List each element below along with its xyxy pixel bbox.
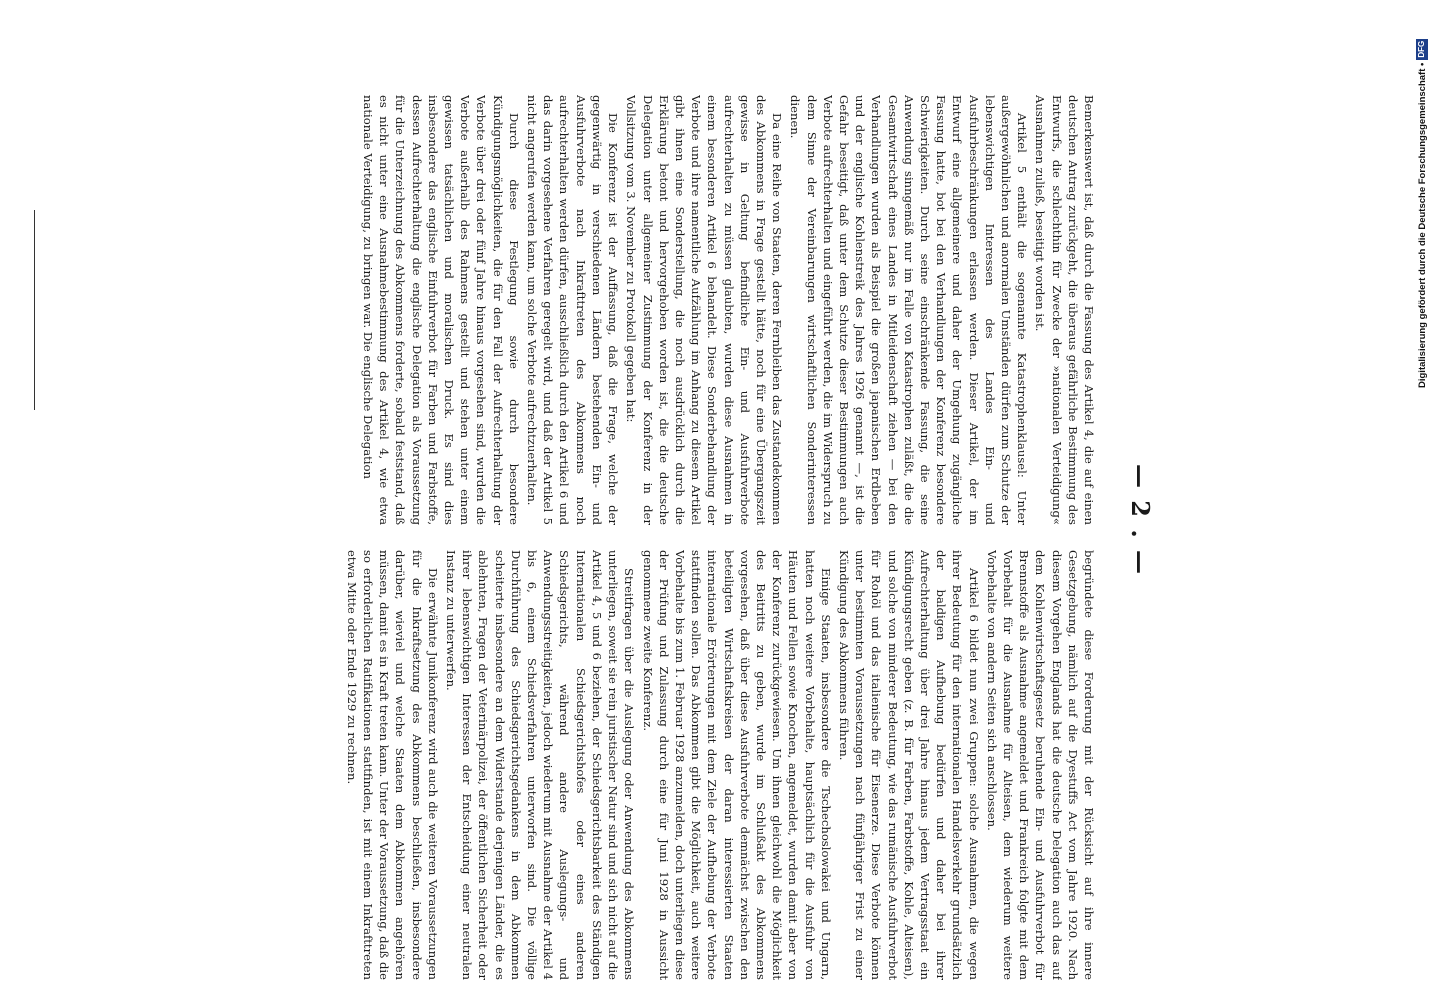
- attribution-text: Digitalisierung gefördert durch die Deutsche Forschungsgemeinschaft •: [1416, 62, 1428, 388]
- dfg-logo: DFG: [1417, 40, 1426, 58]
- paragraph: Artikel 6 bildet nun zwei Gruppen: solche Ausnahmen, die wegen ihrer Bedeutung für den internationalen Handelsverkehr grundsätzlich der baldigen Aufhebung bedürfen und daher bei ihrer Aufrechterhaltung über drei Jahre hinaus jedem Vertragsstaat ein Kündigungsrecht geben (z. B. für Farben, Farbstoffe, Kohle, Alteisen), und solche von minderer Bedeutung, wie das rumänische Ausfuhrverbot für Rohöl und das italienische für Eisenerze. Diese Verbote können unter bestimmten Voraussetzungen nach fünfjähriger Frist zu einer Kündigung des Abkommens führen.: [836, 550, 981, 980]
- paragraph: Durch diese Festlegung sowie durch besondere Kündigungsmöglichkeiten, die für den Fall der Aufrechterhaltung der Verbote über drei oder fünf Jahre hinaus vorgesehen sind, wurden die Verbote außerhalb des Rahmens gestellt und stehen unter einem gewissen tatsächlichen und moralischen Druck. Es sind dies insbesondere das englische Einfuhrverbot für Farben und Farbstoffe, dessen Aufrechterhaltung die englische Delegation als Voraussetzung für die Unterzeichnung des Abkommens forderte, sobald feststand, daß es nicht unter eine Ausnahmebestimmung des Artikel 4, wie etwa nationale Verteidigung, zu bringen war. Die englische Delegation: [361, 95, 521, 525]
- paragraph: Da eine Reihe von Staaten, deren Fernbleiben das Zustandekommen des Abkommens in Frage gestellt hätte, noch für eine Übergangszeit gewisse in Geltung befindliche Ein- und Ausfuhrverbote aufrechterhalten zu müssen glaubten, wurden diese Ausnahmen in einem besonderen Artikel 6 behandelt. Diese Sonderbehandlung der Verbote und ihre namentliche Aufzählung im Anhang zu diesem Artikel gibt ihnen eine Sonderstellung, die noch ausdrücklich durch die Erklärung betont und hervorgehoben worden ist, die die deutsche Delegation unter allgemeiner Zustimmung der Konferenz in der Vollsitzung vom 3. November zu Protokoll gegeben hat:: [624, 95, 785, 525]
- paragraph: Bemerkenswert ist, daß durch die Fassung des Artikel 4, die auf einen deutschen Antrag zurückgeht, die überaus gefährliche Bestimmung des Entwurfs, die schlechthin für Zwecke der »nationalen Verteidigung« Ausnahmen zuließ, beseitigt worden ist.: [1033, 95, 1096, 525]
- scanned-page: [0, 55, 1155, 985]
- paragraph: begründete diese Forderung mit der Rücksicht auf ihre innere Gesetzgebung, nämlich auf die Dyestuffs Act vom Jahre 1920. Nach diesem Vorgehen Englands hat die deutsche Delegation auch das auf dem Kohlenwirtschaftsgesetz beruhende Ein- und Ausfuhrverbot für Brennstoffe als Ausnahme angemeldet und Frankreich folgte mit dem Vorbehalt für die Ausnahme für Alteisen, dem wiederum weitere Vorbehalte von andern Seiten sich anschlossen.: [984, 550, 1096, 980]
- page-number: — 2 . —: [1126, 463, 1155, 577]
- paragraph: Die Konferenz ist der Auffassung, daß die Frage, welche der gegenwärtig in verschiedenen Ländern bestehenden Ein- und Ausfuhrverbote nach Inkrafttreten des Abkommens noch aufrechterhalten werden dürfen, ausschließlich durch den Artikel 6 und das darin vorgesehene Verfahren geregelt wird, und daß der Artikel 5 nicht angerufen werden kann, um solche Verbote aufrechtzuerhalten.: [525, 95, 621, 525]
- closing-rule: [34, 210, 35, 410]
- text-column-left: [87, 95, 1097, 525]
- text-column-right: [87, 550, 1097, 980]
- paragraph: Die erwähnte Junikonferenz wird auch die weiteren Voraussetzungen für die Inkraftsetzung des Abkommens beschließen, insbesondere darüber, wieviel und welche Staaten dem Abkommen angehören müssen, damit es in Kraft treten kann. Unter der Voraussetzung, daß die so erforderlichen Ratifikationen stattfinden, ist mit einem Inkrafttreten etwa Mitte oder Ende 1929 zu rechnen.: [344, 550, 440, 980]
- digitization-note: [1414, 8, 1430, 388]
- paragraph: Artikel 5 enthält die sogenannte Katastrophenklausel: Unter außergewöhnlichen und anormalen Umständen dürfen zum Schutze der lebenswichtigen Interessen des Landes Ein- und Ausfuhrbeschränkungen erlassen werden. Dieser Artikel, der im Entwurf eine allgemeinere und daher der Umgehung zugängliche Fassung hatte, bot bei den Verhandlungen der Konferenz besondere Schwierigkeiten. Durch seine einschränkende Fassung, die seine Anwendung sinngemäß nur im Falle von Katastrophen zuläßt, die die Gesamtwirtschaft eines Landes in Mitleidenschaft ziehen — bei den Verhandlungen wurden als Beispiel die großen japanischen Erdbeben und der englische Kohlenstreik des Jahres 1926 genannt —, ist die Gefahr beseitigt, daß unter dem Schutze dieser Bestimmungen auch Verbote aufrechterhalten und eingeführt werden, die im Widerspruch zu dem Sinne der Vereinbarungen wirtschaftlichen Sonderinteressen dienen.: [788, 95, 1030, 525]
- paragraph: Einige Staaten, insbesondere die Tschechoslowakei und Ungarn, hatten noch weitere Vorbehalte, hauptsächlich für die Ausfuhr von Häuten und Fellen sowie Knochen, angemeldet, wurden damit aber von der Konferenz zurückgewiesen. Um ihnen gleichwohl die Möglichkeit des Beitritts zu geben, wurde im Schlußakt des Abkommens vorgesehen, daß über diese Ausfuhrverbote demnächst zwischen den beteiligten Wirtschaftskreisen der daran interessierten Staaten internationale Erörterungen mit dem Ziele der Aufhebung der Verbote stattfinden sollen. Das Abkommen gibt die Möglichkeit, auch weitere Vorbehalte bis zum 1. Februar 1928 anzumelden, doch unterliegen diese der Prüfung und Zulassung durch eine für Juni 1928 in Aussicht genommene zweite Konferenz.: [640, 550, 833, 980]
- paragraph: Streitfragen über die Auslegung oder Anwendung des Abkommens unterliegen, soweit sie rein juristischer Natur sind und sich nicht auf die Artikel 4, 5 und 6 beziehen, der Schiedsgerichtsbarkeit des Ständigen Internationalen Schiedsgerichtshofes oder eines anderen Schiedsgerichts, während andere Auslegungs- und Anwendungsstreitigkeiten, jedoch wiederum mit Ausnahme der Artikel 4 bis 6, einem Schiedsverfahren unterworfen sind. Die völlige Durchführung des Schiedsgerichtsgedankens in dem Abkommen scheiterte insbesondere an dem Widerstande derjenigen Länder, die es ablehnten, Fragen der Veterinärpolizei, der öffentlichen Sicherheit oder ihrer lebenswichtigen Interessen der Entscheidung einer neutralen Instanz zu unterwerfen.: [444, 550, 637, 980]
